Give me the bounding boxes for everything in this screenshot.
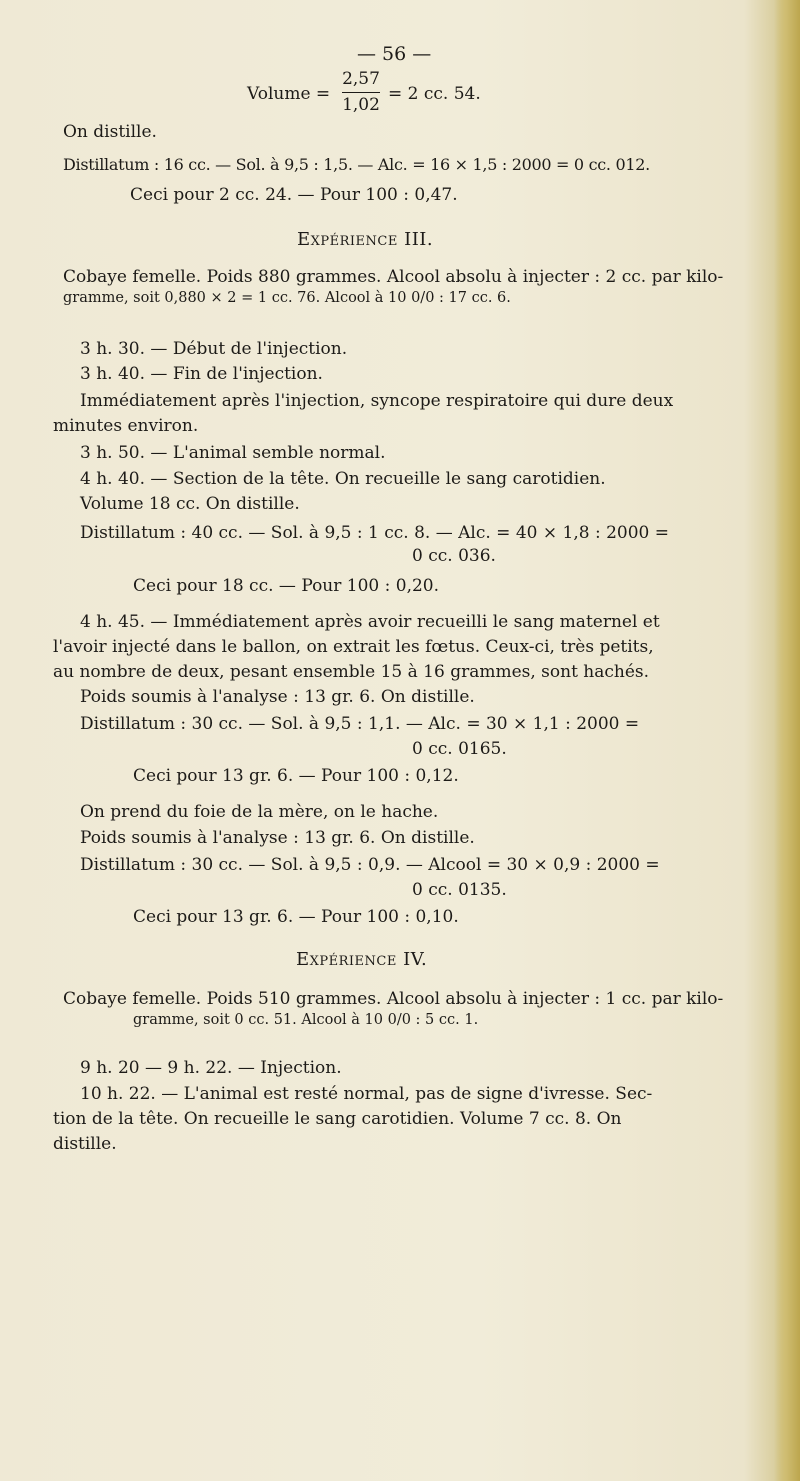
exp3-distillatum-2: Distillatum : 30 cc. — Sol. à 9,5 : 1,1. — Alc. = 30 × 1,1 : 2000 = (80, 714, 640, 734)
exp3-fetus-line-1: 4 h. 45. — Immédiatement après avoir recueilli le sang maternel et (80, 612, 660, 632)
page-edge-shadow (774, 0, 800, 1481)
volume-label: Volume = (247, 84, 331, 104)
exp3-ceci-3: Ceci pour 13 gr. 6. — Pour 100 : 0,10. (133, 907, 459, 927)
exp3-line-syncope: Immédiatement après l'injection, syncope respiratoire qui dure deux (80, 391, 674, 411)
exp4-intro-line-2: gramme, soit 0 cc. 51. Alcool à 10 0/0 : 5 cc. 1. (133, 1012, 479, 1028)
exp3-fetus-line-2: l'avoir injecté dans le ballon, on extrait les fœtus. Ceux-ci, très petits, (53, 637, 654, 657)
exp3-intro-line-2: gramme, soit 0,880 × 2 = 1 cc. 76. Alcool à 10 0/0 : 17 cc. 6. (63, 290, 511, 306)
exp4-para-line-2: tion de la tête. On recueille le sang carotidien. Volume 7 cc. 8. On (53, 1109, 622, 1129)
experience-4-heading: Expérience IV. (296, 949, 428, 970)
exp3-distillatum-1-result: 0 cc. 036. (412, 546, 496, 566)
exp3-distillatum-3: Distillatum : 30 cc. — Sol. à 9,5 : 0,9. — Alcool = 30 × 0,9 : 2000 = (80, 855, 660, 875)
exp3-line-volume: Volume 18 cc. On distille. (80, 494, 300, 514)
ceci-line: Ceci pour 2 cc. 24. — Pour 100 : 0,47. (130, 185, 458, 205)
exp3-line-fin: 3 h. 40. — Fin de l'injection. (80, 364, 323, 384)
exp3-fetus-line-4: Poids soumis à l'analyse : 13 gr. 6. On distille. (80, 687, 475, 707)
on-distille: On distille. (63, 122, 157, 142)
fraction-denominator: 1,02 (342, 95, 380, 115)
exp3-ceci-1: Ceci pour 18 cc. — Pour 100 : 0,20. (133, 576, 440, 596)
exp4-line-injection: 9 h. 20 — 9 h. 22. — Injection. (80, 1058, 342, 1078)
exp3-distillatum-3-result: 0 cc. 0135. (412, 880, 507, 900)
exp3-foie-line-1: On prend du foie de la mère, on le hache. (80, 802, 439, 822)
experience-3-heading: Expérience III. (297, 229, 434, 250)
exp3-line-section: 4 h. 40. — Section de la tête. On recueille le sang carotidien. (80, 469, 606, 489)
exp3-distillatum-1: Distillatum : 40 cc. — Sol. à 9,5 : 1 cc. 8. — Alc. = 40 × 1,8 : 2000 = (80, 523, 669, 543)
exp3-intro-line-1: Cobaye femelle. Poids 880 grammes. Alcool absolu à injecter : 2 cc. par kilo- (63, 267, 724, 287)
exp4-para-line-3: distille. (53, 1134, 117, 1154)
fraction-numerator: 2,57 (342, 69, 380, 89)
fraction-bar (342, 92, 380, 93)
exp3-ceci-2: Ceci pour 13 gr. 6. — Pour 100 : 0,12. (133, 766, 459, 786)
distillatum-line: Distillatum : 16 cc. — Sol. à 9,5 : 1,5. — Alc. = 16 × 1,5 : 2000 = 0 cc. 012. (63, 155, 650, 174)
exp3-line-normal: 3 h. 50. — L'animal semble normal. (80, 443, 386, 463)
volume-result: = 2 cc. 54. (388, 84, 481, 104)
exp3-fetus-line-3: au nombre de deux, pesant ensemble 15 à 16 grammes, sont hachés. (53, 662, 650, 682)
exp4-para-line-1: 10 h. 22. — L'animal est resté normal, pas de signe d'ivresse. Sec- (80, 1084, 653, 1104)
exp3-foie-line-2: Poids soumis à l'analyse : 13 gr. 6. On distille. (80, 828, 475, 848)
exp3-line-debut: 3 h. 30. — Début de l'injection. (80, 339, 348, 359)
exp3-line-minutes: minutes environ. (53, 416, 199, 436)
exp4-intro-line-1: Cobaye femelle. Poids 510 grammes. Alcool absolu à injecter : 1 cc. par kilo- (63, 989, 724, 1009)
exp3-distillatum-2-result: 0 cc. 0165. (412, 739, 507, 759)
page-number: — 56 — (357, 43, 432, 65)
